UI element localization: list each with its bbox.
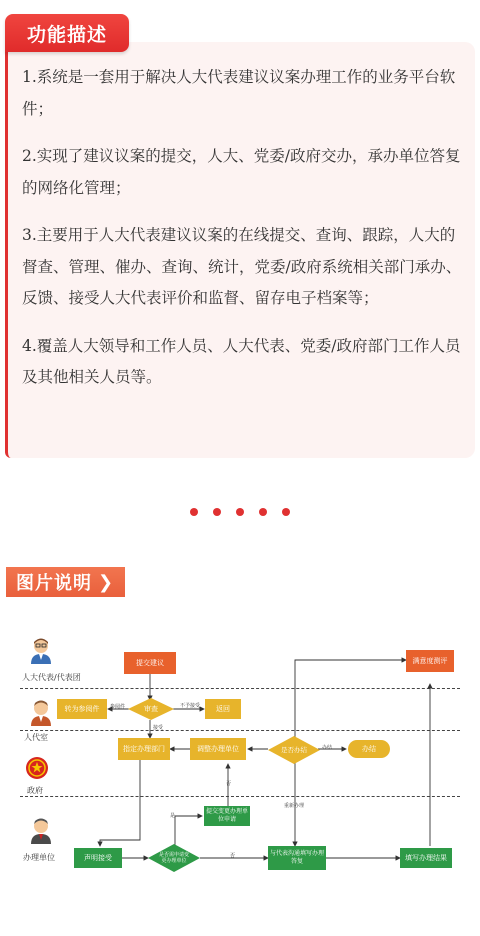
label-no: 否 (230, 853, 236, 859)
function-item-2: 2.实现了建议议案的提交，人大、党委/政府交办，承办单位答复的网络化管理； (22, 147, 461, 197)
communicate-reply-box: 与代表沟通填写办理答复 (268, 846, 326, 870)
close-box: 办结 (348, 740, 390, 758)
carousel-dot[interactable] (259, 508, 267, 516)
function-item-1: 1.系统是一套用于解决人大代表建议议案办理工作的业务平台软件； (22, 68, 456, 118)
label-accept: 接受 (153, 725, 164, 731)
carousel-dots (190, 508, 290, 516)
label-as-reference: 参阅件 (110, 704, 126, 710)
picture-description-title (6, 567, 125, 597)
function-list (22, 62, 462, 410)
carousel-dot[interactable] (236, 508, 244, 516)
carousel-dot[interactable] (282, 508, 290, 516)
workflow-diagram (0, 620, 480, 920)
assign-department-box: 指定办理部门 (118, 738, 170, 760)
handle-result-label: 是否办结 (281, 746, 307, 754)
receive-statement-box: 声明接受 (74, 848, 122, 868)
label-no-adjust: 否 (226, 781, 232, 787)
adjust-unit-box: 调整办理单位 (190, 738, 246, 760)
need-change-label: 是否需申请变更办理单位 (158, 852, 189, 864)
role-government: 政府 (27, 786, 43, 795)
satisfaction-evaluation-box: 满意度测评 (406, 650, 454, 672)
picture-description-label: 图片说明 (16, 573, 92, 594)
convert-to-reference-box: 转为参阅件 (57, 699, 107, 719)
label-not-accept: 不予接受 (180, 703, 201, 709)
role-representative: 人大代表/代表团 (22, 673, 81, 682)
apply-adjust-box: 提交变更办理单位申请 (204, 806, 250, 826)
label-yes: 是 (170, 813, 176, 819)
carousel-dot[interactable] (190, 508, 198, 516)
role-handling-unit: 办理单位 (23, 853, 55, 862)
fill-result-box: 填写办理结果 (400, 848, 452, 868)
label-rehandle: 重新办理 (284, 803, 305, 809)
function-item-3: 3.主要用于人大代表建议议案的在线提交、查询、跟踪，人大的督查、管理、催办、查询、统计，党委/政府系统相关部门承办、反馈、接受人大代表评价和监督、留存电子档案等； (22, 226, 462, 307)
review-label: 审查 (144, 705, 158, 713)
chevron-right-icon: ❯ (98, 571, 115, 593)
label-finished: 办结 (322, 745, 333, 751)
return-box: 返回 (205, 699, 241, 719)
role-office: 人代室 (24, 733, 48, 742)
carousel-dot[interactable] (213, 508, 221, 516)
function-item-4: 4.覆盖人大领导和工作人员、人大代表、党委/政府部门工作人员及其他相关人员等。 (22, 336, 461, 386)
submit-proposal-box: 提交建议 (124, 652, 176, 674)
function-description-title: 功能描述 (5, 14, 129, 52)
